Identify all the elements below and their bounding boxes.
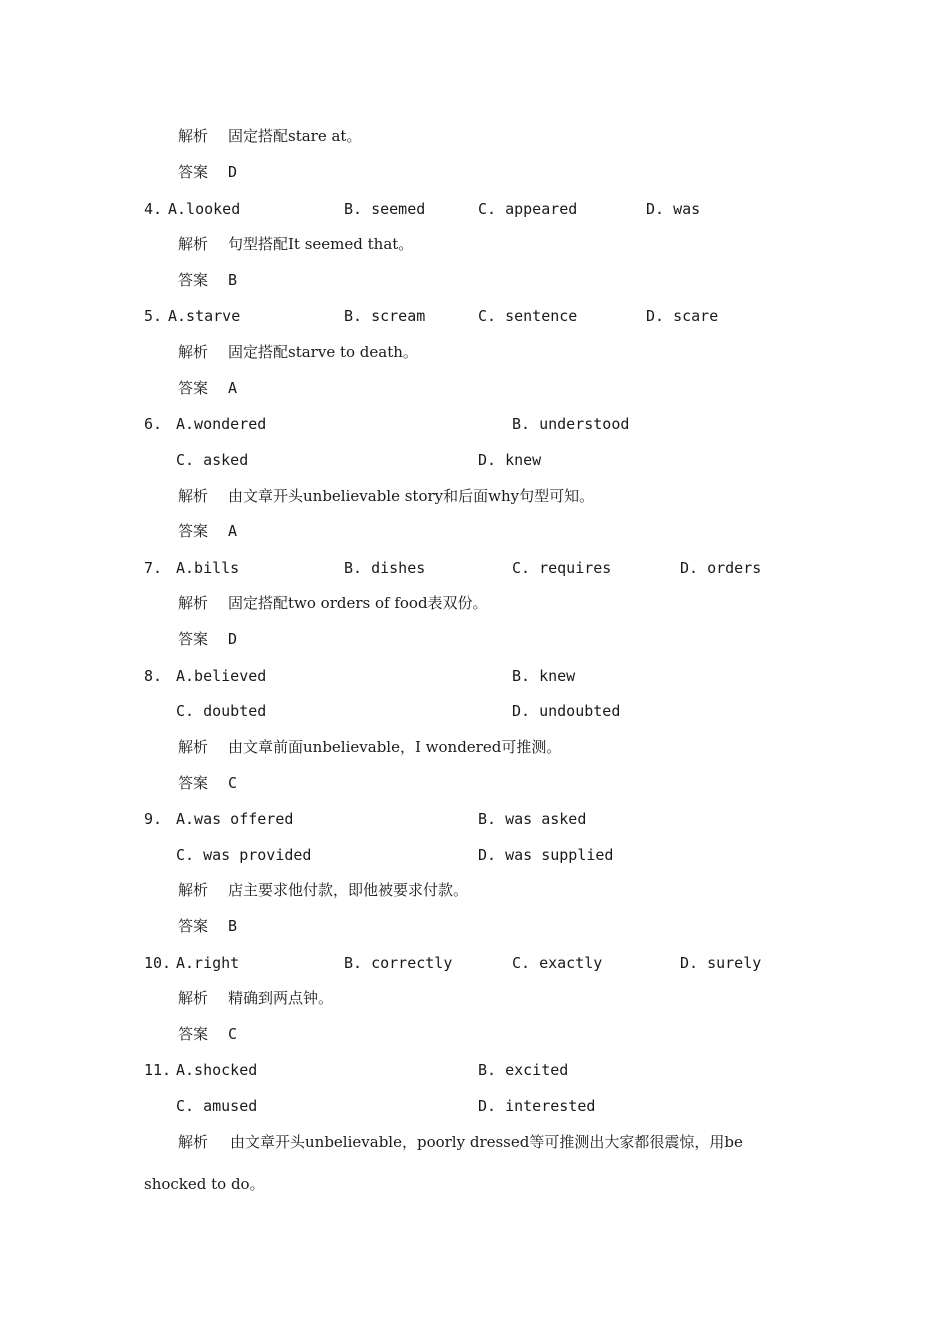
q9-answer-label: 答案 bbox=[178, 917, 209, 935]
q4-analysis-label: 解析 bbox=[178, 235, 209, 253]
q11-analysis-continuation: shocked to do。 bbox=[144, 1175, 265, 1193]
q9-number: 9. bbox=[144, 810, 163, 828]
q4-option-d: D. was bbox=[646, 200, 701, 218]
q8-option-a: A.believed bbox=[176, 667, 267, 685]
q4-option-b: B. seemed bbox=[344, 200, 426, 218]
q6-option-b: B. understood bbox=[512, 415, 630, 433]
q10-option-d: D. surely bbox=[680, 954, 762, 972]
q3-answer-label: 答案 bbox=[178, 163, 209, 181]
q8-option-d: D. undoubted bbox=[512, 702, 621, 720]
q5-analysis-text: 固定搭配starve to death。 bbox=[228, 343, 418, 361]
q3-analysis-text: 固定搭配stare at。 bbox=[228, 127, 362, 145]
q8-number: 8. bbox=[144, 667, 163, 685]
q7-option-c: C. requires bbox=[512, 559, 612, 577]
q4-option-a: A.looked bbox=[168, 200, 241, 218]
q9-option-a: A.was offered bbox=[176, 810, 294, 828]
q10-answer-label: 答案 bbox=[178, 1025, 209, 1043]
q5-analysis-label: 解析 bbox=[178, 343, 209, 361]
q10-number: 10. bbox=[144, 954, 172, 972]
q4-option-c: C. appeared bbox=[478, 200, 578, 218]
q11-analysis-label: 解析 bbox=[178, 1133, 209, 1151]
q10-analysis-label: 解析 bbox=[178, 989, 209, 1007]
q4-number: 4. bbox=[144, 200, 163, 218]
q10-analysis-text: 精确到两点钟。 bbox=[228, 989, 334, 1007]
q5-answer-label: 答案 bbox=[178, 379, 209, 397]
q7-option-d: D. orders bbox=[680, 559, 762, 577]
q6-analysis-label: 解析 bbox=[178, 487, 209, 505]
q11-option-b: B. excited bbox=[478, 1061, 569, 1079]
q11-option-a: A.shocked bbox=[176, 1061, 258, 1079]
q6-analysis-text: 由文章开头unbelievable story和后面why句型可知。 bbox=[228, 487, 595, 505]
q10-option-b: B. correctly bbox=[344, 954, 453, 972]
q9-analysis-label: 解析 bbox=[178, 881, 209, 899]
q5-option-c: C. sentence bbox=[478, 307, 578, 325]
q6-option-d: D. knew bbox=[478, 451, 542, 469]
q6-answer-label: 答案 bbox=[178, 522, 209, 540]
q6-option-a: A.wondered bbox=[176, 415, 267, 433]
q5-answer-value: A bbox=[228, 379, 238, 397]
q11-analysis-text: 由文章开头unbelievable，poorly dressed等可推测出大家都很震惊，用be bbox=[230, 1133, 743, 1151]
q9-analysis-text: 店主要求他付款，即他被要求付款。 bbox=[228, 881, 469, 899]
q6-answer-value: A bbox=[228, 522, 238, 540]
q8-option-b: B. knew bbox=[512, 667, 576, 685]
q7-analysis-text: 固定搭配two orders of food表双份。 bbox=[228, 594, 488, 612]
q9-option-d: D. was supplied bbox=[478, 846, 614, 864]
q10-option-a: A.right bbox=[176, 954, 240, 972]
q9-option-c: C. was provided bbox=[176, 846, 312, 864]
q8-answer-value: C bbox=[228, 774, 238, 792]
q9-answer-value: B bbox=[228, 917, 238, 935]
q7-option-b: B. dishes bbox=[344, 559, 426, 577]
q4-analysis-text: 句型搭配It seemed that。 bbox=[228, 235, 414, 253]
q11-number: 11. bbox=[144, 1061, 172, 1079]
q6-number: 6. bbox=[144, 415, 163, 433]
q5-option-b: B. scream bbox=[344, 307, 426, 325]
q10-answer-value: C bbox=[228, 1025, 238, 1043]
q10-option-c: C. exactly bbox=[512, 954, 603, 972]
q6-option-c: C. asked bbox=[176, 451, 249, 469]
q7-answer-label: 答案 bbox=[178, 630, 209, 648]
q3-analysis-label: 解析 bbox=[178, 127, 209, 145]
q7-analysis-label: 解析 bbox=[178, 594, 209, 612]
q7-option-a: A.bills bbox=[176, 559, 240, 577]
q5-option-a: A.starve bbox=[168, 307, 241, 325]
q8-option-c: C. doubted bbox=[176, 702, 267, 720]
q8-answer-label: 答案 bbox=[178, 774, 209, 792]
q7-number: 7. bbox=[144, 559, 163, 577]
q11-option-d: D. interested bbox=[478, 1097, 596, 1115]
q4-answer-value: B bbox=[228, 271, 238, 289]
q8-analysis-text: 由文章前面unbelievable，I wondered可推测。 bbox=[228, 738, 562, 756]
q8-analysis-label: 解析 bbox=[178, 738, 209, 756]
q3-answer-value: D bbox=[228, 163, 238, 181]
q4-answer-label: 答案 bbox=[178, 271, 209, 289]
q5-option-d: D. scare bbox=[646, 307, 719, 325]
q5-number: 5. bbox=[144, 307, 163, 325]
q7-answer-value: D bbox=[228, 630, 238, 648]
q11-option-c: C. amused bbox=[176, 1097, 258, 1115]
q9-option-b: B. was asked bbox=[478, 810, 587, 828]
